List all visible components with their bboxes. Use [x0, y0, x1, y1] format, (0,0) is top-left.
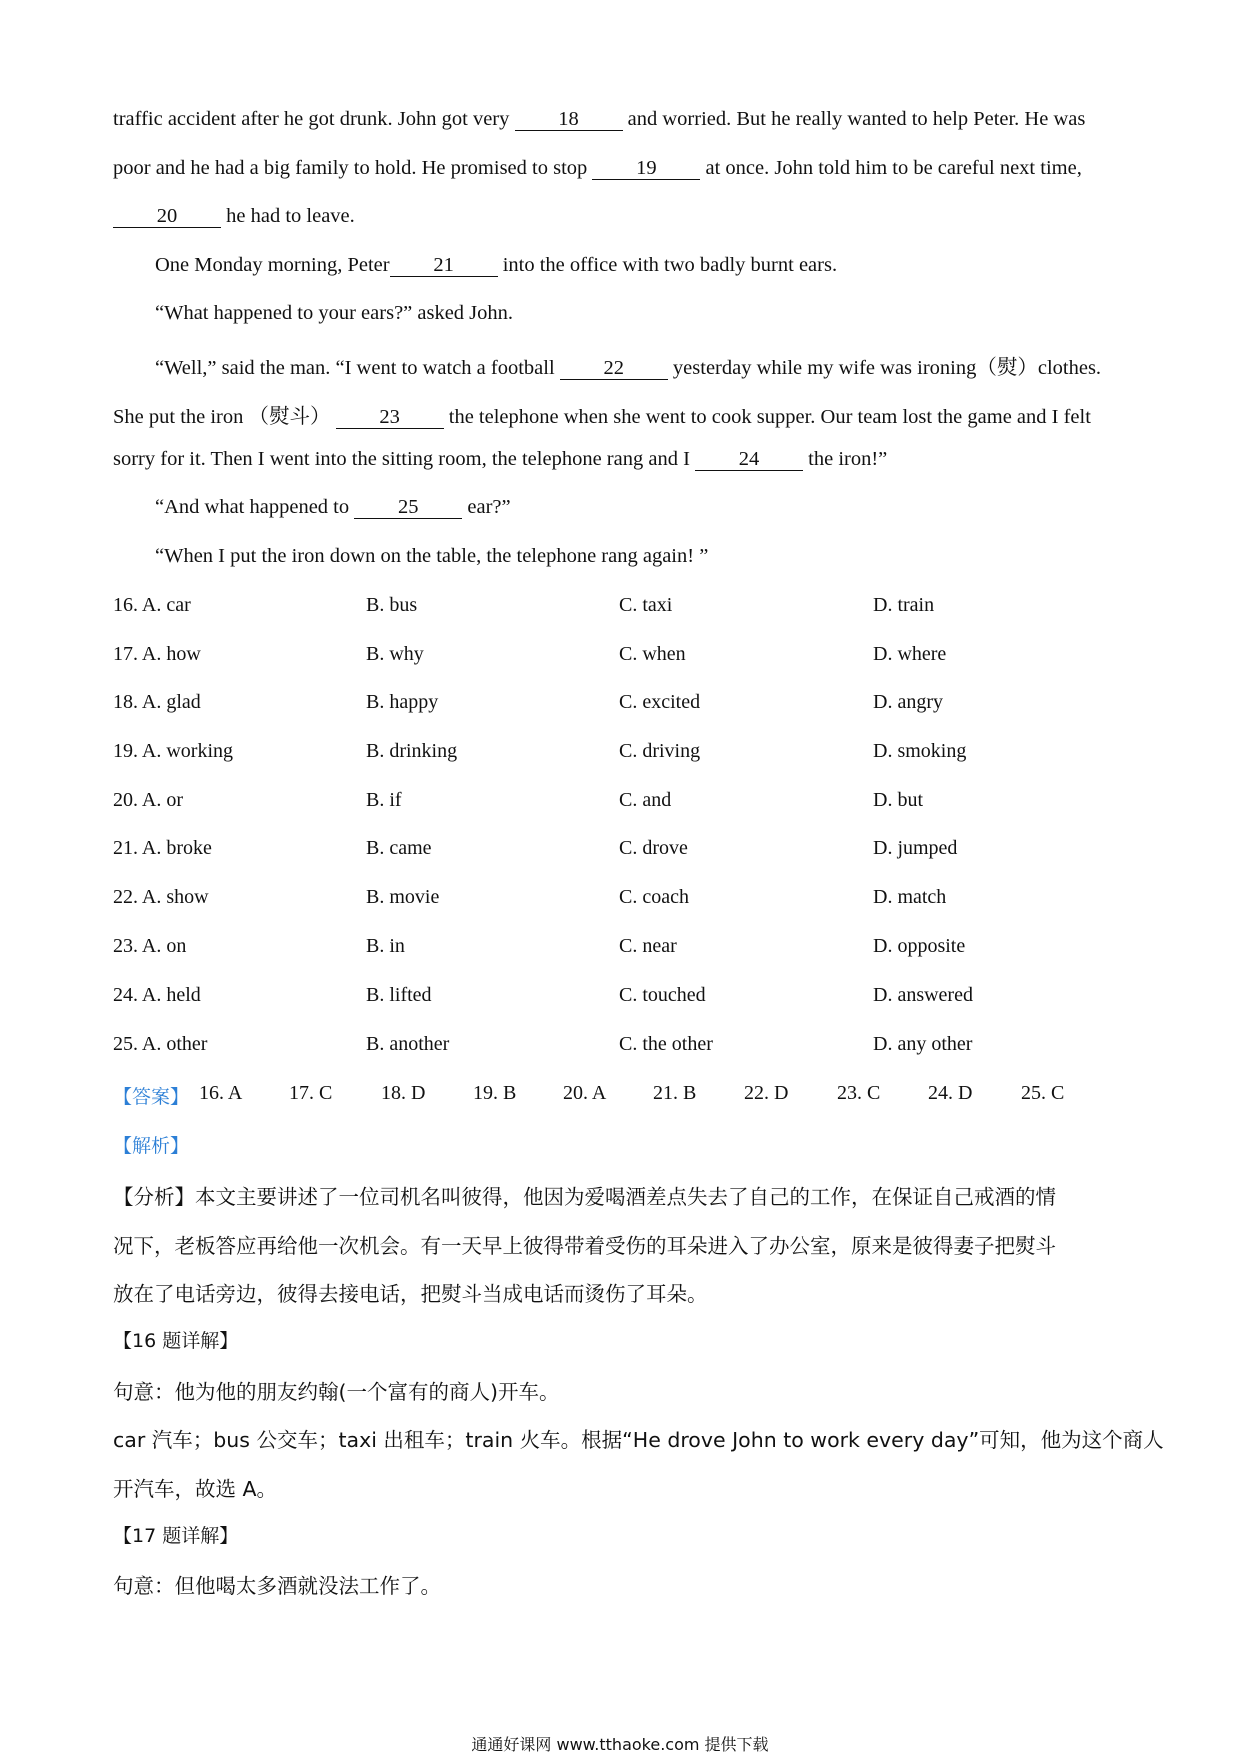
passage-line-1: [113, 108, 1085, 131]
answer-item: 24. D: [928, 1082, 973, 1104]
passage-line-6: [155, 350, 1101, 380]
answer-label: 【答案】: [113, 1086, 190, 1108]
option-c: C. when: [619, 643, 686, 665]
analysis-line-1: 【分析】本文主要讲述了一位司机名叫彼得，他因为爱喝酒差点失去了自己的工作，在保证自己戒酒的情: [113, 1185, 1056, 1209]
passage-line-3: [113, 205, 355, 228]
q17-line-1: 句意：但他喝太多酒就没法工作了。: [113, 1574, 441, 1598]
passage-text: poor and he had a big family to hold. He promised to stop: [113, 157, 593, 179]
option-c: C. drove: [619, 837, 688, 859]
option-a: 17. A. how: [113, 643, 201, 665]
option-d: D. smoking: [873, 740, 967, 762]
blank-24: 24: [695, 448, 803, 471]
q16-heading: 【16 题详解】: [113, 1330, 239, 1352]
passage-text: into the office with two badly burnt ears.: [497, 254, 838, 276]
answer-item: 17. C: [289, 1082, 333, 1104]
passage-text: “Well,” said the man. “I went to watch a football: [155, 357, 560, 379]
option-a: 16. A. car: [113, 594, 191, 616]
option-a: 19. A. working: [113, 740, 233, 762]
passage-line-8: [113, 448, 887, 471]
passage-text: “And what happened to: [155, 496, 355, 518]
option-a: 18. A. glad: [113, 691, 201, 713]
option-c: C. and: [619, 789, 672, 811]
answer-item: 16. A: [199, 1082, 243, 1104]
option-a: 24. A. held: [113, 984, 201, 1006]
answer-item: 20. A: [563, 1082, 607, 1104]
option-d: D. match: [873, 886, 947, 908]
passage-text: he had to leave.: [221, 205, 355, 227]
option-c: C. excited: [619, 691, 701, 713]
passage-text: One Monday morning, Peter: [155, 254, 390, 276]
passage-text: She put the iron （熨斗）: [113, 406, 336, 428]
passage-text: and worried. But he really wanted to help Peter. He was: [622, 108, 1086, 130]
page-footer: 通通好课网 www.tthaoke.com 提供下载: [471, 1735, 769, 1754]
option-d: D. but: [873, 789, 923, 811]
passage-line-7: [113, 399, 1091, 429]
passage-line-2: [113, 157, 1082, 180]
option-d: D. opposite: [873, 935, 966, 957]
passage-line-4: [155, 254, 837, 277]
option-b: B. why: [366, 643, 424, 665]
option-b: B. movie: [366, 886, 440, 908]
passage-text: traffic accident after he got drunk. John got very: [113, 108, 515, 130]
passage-text: ear?”: [462, 496, 511, 518]
blank-20: 20: [113, 205, 221, 228]
blank-19: 19: [592, 157, 700, 180]
blank-21: 21: [390, 254, 498, 277]
q17-heading: 【17 题详解】: [113, 1525, 239, 1547]
answer-item: 18. D: [381, 1082, 426, 1104]
option-b: B. if: [366, 789, 402, 811]
answer-item: 25. C: [1021, 1082, 1065, 1104]
answer-item: 19. B: [473, 1082, 517, 1104]
option-d: D. answered: [873, 984, 973, 1006]
option-c: C. driving: [619, 740, 701, 762]
blank-25: 25: [354, 496, 462, 519]
option-b: B. bus: [366, 594, 418, 616]
passage-line-5: “What happened to your ears?” asked John.: [155, 302, 514, 324]
passage-text: yesterday while my wife was ironing（熨）clothes.: [667, 357, 1102, 379]
answer-key: [113, 1082, 1065, 1109]
q16-line-1: 句意：他为他的朋友约翰(一个富有的商人)开车。: [113, 1380, 560, 1404]
option-c: C. taxi: [619, 594, 673, 616]
option-d: D. train: [873, 594, 935, 616]
option-a: 23. A. on: [113, 935, 187, 957]
blank-23: 23: [336, 406, 444, 429]
option-c: C. touched: [619, 984, 706, 1006]
passage-line-9: [155, 496, 511, 519]
option-b: B. drinking: [366, 740, 458, 762]
option-a: 20. A. or: [113, 789, 183, 811]
option-b: B. another: [366, 1033, 450, 1055]
passage-text: sorry for it. Then I went into the sitting room, the telephone rang and I: [113, 448, 696, 470]
option-c: C. the other: [619, 1033, 713, 1055]
blank-22: 22: [560, 357, 668, 380]
analysis-line-3: 放在了电话旁边，彼得去接电话，把熨斗当成电话而烫伤了耳朵。: [113, 1282, 708, 1306]
option-d: D. angry: [873, 691, 943, 713]
option-d: D. where: [873, 643, 947, 665]
option-b: B. happy: [366, 691, 439, 713]
passage-text: the iron!”: [803, 448, 888, 470]
option-c: C. coach: [619, 886, 689, 908]
option-a: 25. A. other: [113, 1033, 208, 1055]
option-b: B. lifted: [366, 984, 432, 1006]
option-b: B. in: [366, 935, 405, 957]
option-b: B. came: [366, 837, 432, 859]
option-a: 21. A. broke: [113, 837, 212, 859]
answer-item: 23. C: [837, 1082, 881, 1104]
analysis-line-2: 况下，老板答应再给他一次机会。有一天早上彼得带着受伤的耳朵进入了办公室，原来是彼得妻子把熨斗: [113, 1234, 1056, 1258]
passage-text: at once. John told him to be careful next time,: [700, 157, 1082, 179]
option-a: 22. A. show: [113, 886, 209, 908]
passage-text: the telephone when she went to cook supper. Our team lost the game and I felt: [443, 406, 1091, 428]
analysis-label: 【解析】: [113, 1135, 190, 1157]
option-c: C. near: [619, 935, 677, 957]
answer-item: 21. B: [653, 1082, 697, 1104]
answer-item: 22. D: [744, 1082, 789, 1104]
passage-line-10: “When I put the iron down on the table, the telephone rang again! ”: [155, 545, 709, 567]
q16-line-2: car 汽车；bus 公交车；taxi 出租车；train 火车。根据“He drove John to work every day”可知，他为这个商人: [113, 1428, 1164, 1452]
q16-line-3: 开汽车，故选 A。: [113, 1477, 278, 1501]
blank-18: 18: [515, 108, 623, 131]
option-d: D. jumped: [873, 837, 958, 859]
option-d: D. any other: [873, 1033, 973, 1055]
